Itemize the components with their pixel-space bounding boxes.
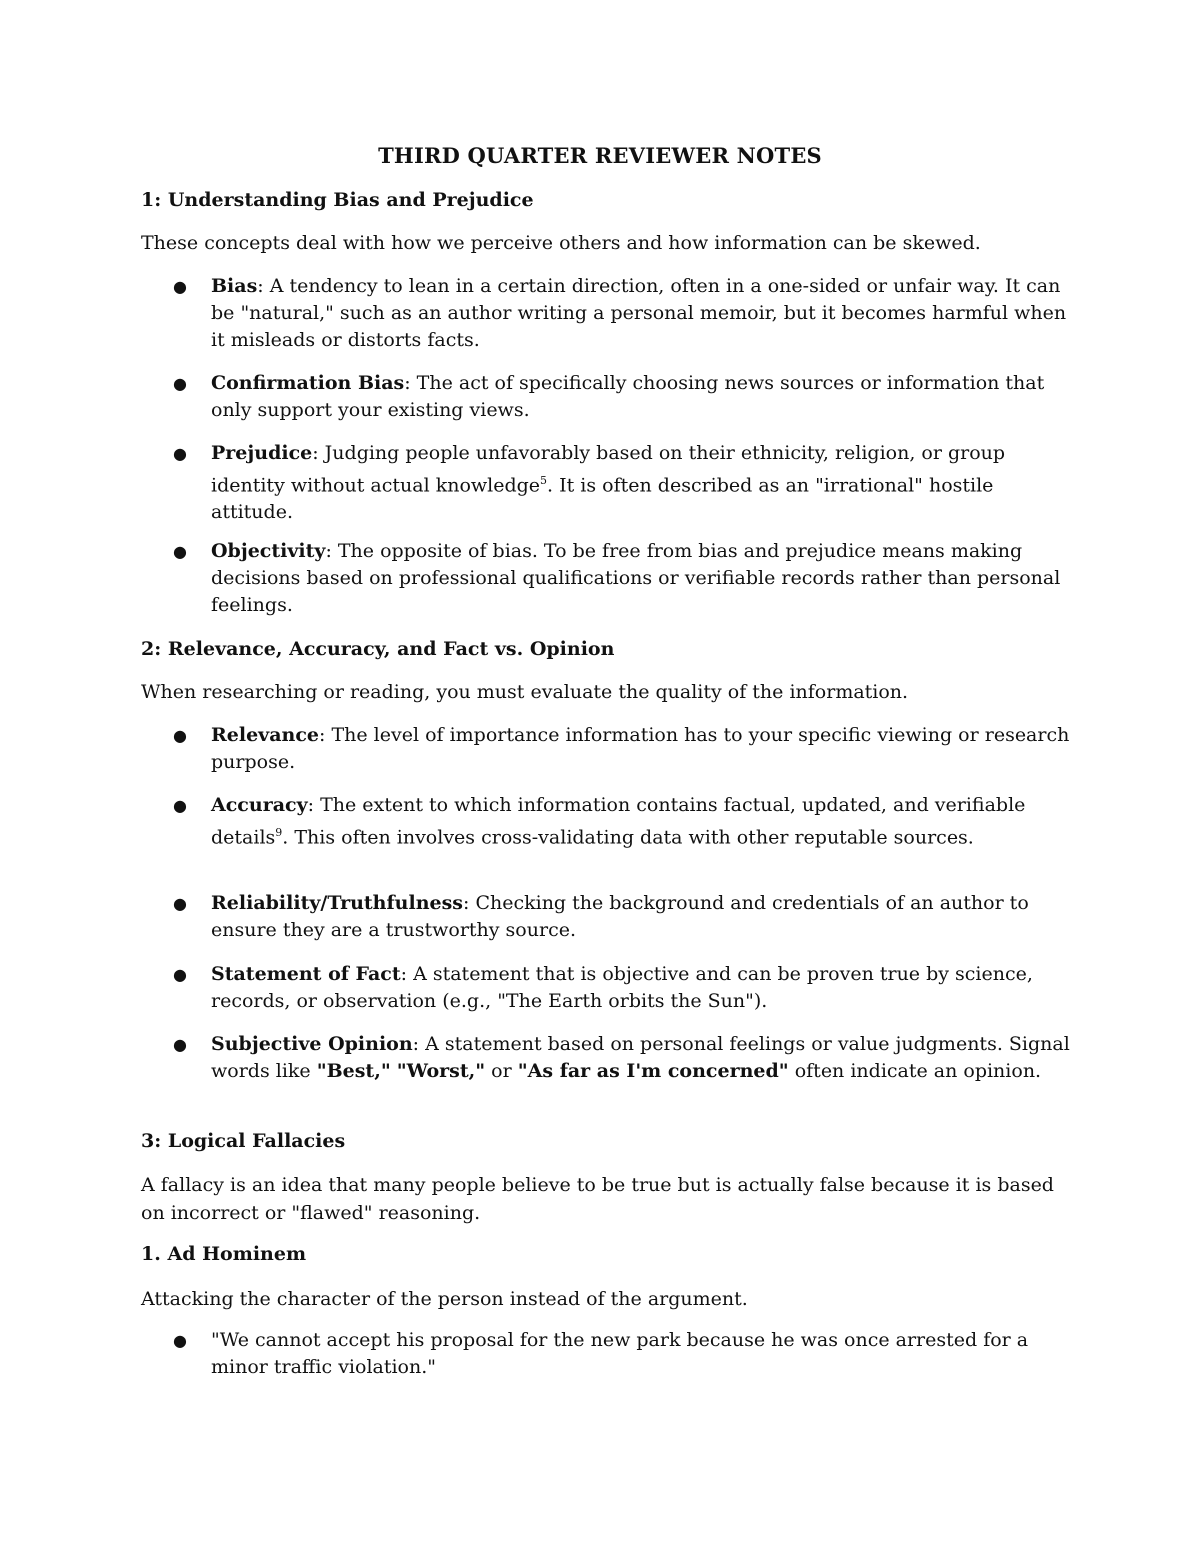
definition: : Checking the background and credentials of an author to ensure they are a trustworthy source.: [211, 892, 1029, 941]
bullet-icon: ●: [173, 374, 187, 393]
definition: : Judging people unfavorably based on their ethnicity, religion, or group identity without actual knowledge: [211, 442, 1006, 497]
definition: : The opposite of bias. To be free from bias and prejudice means making decisions based on professional qualifications or verifiable records rather than personal feelings.: [211, 540, 1061, 616]
definition-cont: . This often involves cross-validating data with other reputable sources.: [282, 826, 974, 849]
section-intro: These concepts deal with how we perceive others and how information can be skewed.: [141, 232, 981, 254]
list-item: [173, 538, 1071, 619]
definition: : The extent to which information contains factual, updated, and verifiable details: [211, 794, 1026, 849]
term: Relevance: [211, 724, 320, 746]
section-heading: 3: Logical Fallacies: [141, 1130, 346, 1152]
section-heading: 2: Relevance, Accuracy, and Fact vs. Opinion: [141, 638, 615, 660]
definition-cont: often indicate an opinion.: [788, 1060, 1042, 1082]
footnote-marker: 9: [275, 826, 283, 839]
section-intro: A fallacy is an idea that many people believe to be true but is actually false because it is based on incorrect or "flawed" reasoning.: [141, 1174, 1054, 1224]
definition: : A tendency to lean in a certain direction, often in a one-sided or unfair way. It can be "natural," such as an author writing a personal memoir, but it becomes harmful when it misleads or distorts facts.: [211, 275, 1067, 351]
signal-word: "Worst,": [396, 1060, 486, 1082]
bullet-icon: ●: [173, 726, 187, 745]
list-item: [173, 961, 1071, 1015]
list-item: [173, 370, 1071, 424]
list-item: [173, 792, 1071, 851]
subsection-heading: 1. Ad Hominem: [141, 1243, 307, 1265]
bullet-icon: ●: [173, 277, 187, 296]
term: Accuracy: [211, 794, 308, 816]
definition: : A statement based on personal feelings or value judgments. Signal words like: [211, 1033, 1070, 1082]
section-intro: When researching or reading, you must evaluate the quality of the information.: [141, 681, 909, 703]
bullet-icon: ●: [173, 542, 187, 561]
subsection-intro: Attacking the character of the person instead of the argument.: [141, 1288, 748, 1310]
example-quote: "We cannot accept his proposal for the new park because he was once arrested for a minor traffic violation.": [211, 1329, 1029, 1378]
bullet-icon: ●: [173, 965, 187, 984]
document-title: THIRD QUARTER REVIEWER NOTES: [378, 143, 822, 168]
list-item: [173, 890, 1071, 944]
list-item: [173, 1327, 1071, 1381]
term: Objectivity: [211, 540, 326, 562]
bullet-icon: ●: [173, 444, 187, 463]
term: Confirmation Bias: [211, 372, 405, 394]
section-heading: 1: Understanding Bias and Prejudice: [141, 189, 534, 211]
definition: : A statement that is objective and can be proven true by science, records, or observation (e.g., "The Earth orbits the Sun").: [211, 963, 1033, 1012]
definition: : The act of specifically choosing news sources or information that only support your existing views.: [211, 372, 1045, 421]
term: Prejudice: [211, 442, 313, 464]
term: Subjective Opinion: [211, 1033, 413, 1055]
footnote-marker: 5: [540, 474, 548, 487]
list-item: [173, 440, 1071, 526]
bullet-icon: ●: [173, 894, 187, 913]
definition-cont: . It is often described as an "irrational" hostile attitude.: [211, 474, 994, 524]
separator: or: [485, 1060, 518, 1082]
definition: : The level of importance information has to your specific viewing or research purpose.: [211, 724, 1070, 773]
bullet-icon: ●: [173, 796, 187, 815]
bullet-icon: ●: [173, 1035, 187, 1054]
signal-word: "As far as I'm concerned": [517, 1060, 789, 1082]
signal-word: "Best,": [316, 1060, 391, 1082]
term: Statement of Fact: [211, 963, 401, 985]
list-item: [173, 722, 1071, 776]
list-item: [173, 1031, 1071, 1085]
list-item: [173, 273, 1071, 354]
term: Bias: [211, 275, 258, 297]
bullet-icon: ●: [173, 1331, 187, 1350]
term: Reliability/Truthfulness: [211, 892, 463, 914]
